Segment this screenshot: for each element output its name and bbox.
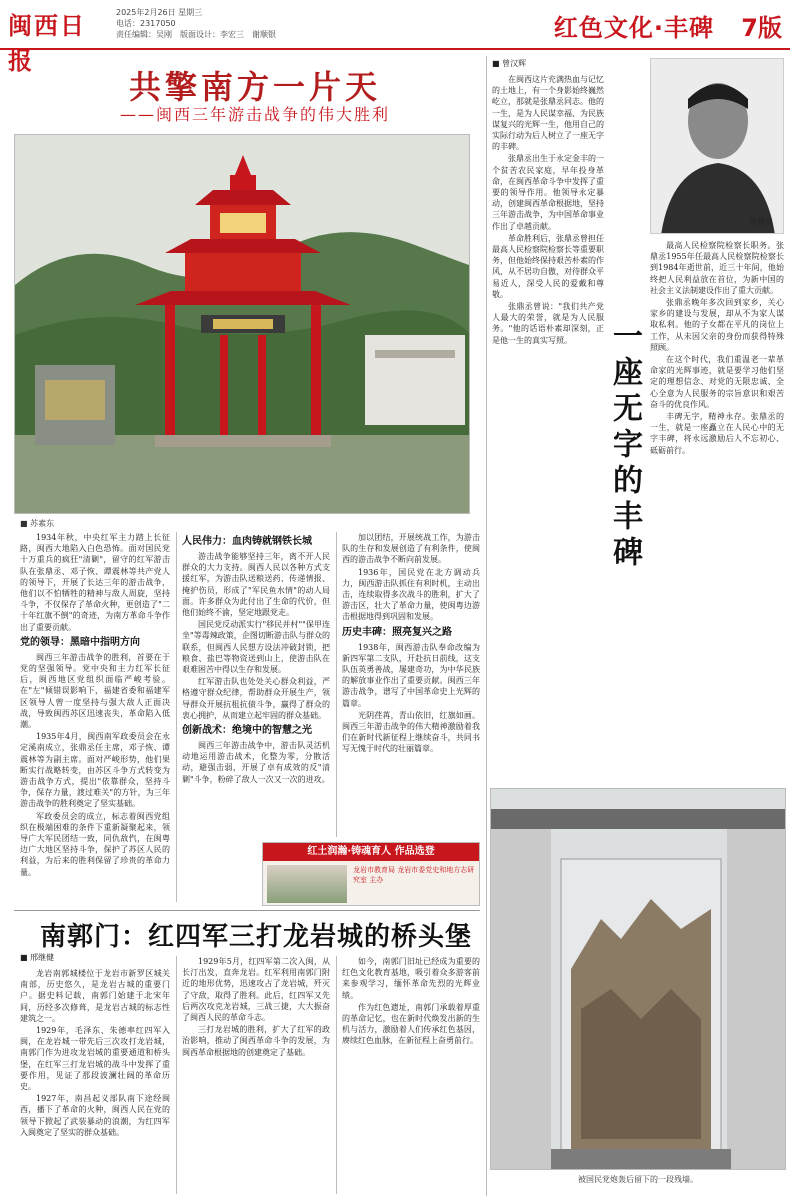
paragraph: 在这个时代，我们重温老一辈革命家的光辉事迹，就是要学习他们坚定的理想信念、对党的无限忠诚、全心全意为人民服务的宗旨意识和艰苦奋斗的优良作风。 <box>650 355 784 409</box>
section-heading: 历史丰碑：照亮复兴之路 <box>342 626 452 638</box>
portrait-caption: 张鼎丞 <box>749 217 773 226</box>
section-heading: 党的领导：黑暗中指明方向 <box>20 636 140 648</box>
paragraph: 1929年，毛泽东、朱德率红四军入闽，在龙岩城一带先后三次攻打龙岩城，南郭门作为进攻龙岩城的重要通道和桥头堡，在红军三打龙岩城的战斗中发挥了重要作用，见证了那段波澜壮阔的革命历史。 <box>20 1026 170 1092</box>
promo-image <box>267 865 347 903</box>
article2-column-2 <box>182 956 330 1194</box>
main-column-1 <box>20 532 170 902</box>
paragraph: 军政委员会的成立，标志着闽西党组织在极端困难的条件下重新凝聚起来，领导广大军民团结一致，同仇敌忾，在闽粤边广大地区坚持斗争，保护了苏区人民的利益，为后来的胜利保留了珍贵的革命力量。 <box>20 811 170 877</box>
article3-byline <box>492 58 602 72</box>
pavilion-photo <box>14 134 470 514</box>
article2-byline-text: ■ 邢继健 <box>20 953 55 962</box>
ruined-wall-illustration <box>491 789 786 1170</box>
paragraph: 加以团结，开展统战工作，为游击队的生存和发展创造了有利条件，使闽西的游击战争不断向前发展。 <box>342 533 480 565</box>
promo-banner: 红土润瀚·铸魂育人 作品选登 <box>263 843 479 861</box>
masthead-meta <box>116 7 276 40</box>
main-subheadline: ——闽西三年游击战争的伟大胜利 <box>119 105 390 124</box>
issue-date: 2025年2月26日 星期三 <box>116 8 203 17</box>
section-heading: 人民伟力：血肉铸就钢铁长城 <box>182 536 312 547</box>
ruined-wall-photo <box>490 788 786 1170</box>
photo-byline: ■ 苏素东 <box>20 519 55 528</box>
article2-byline <box>20 952 110 966</box>
paragraph: 最高人民检察院检察长职务。张鼎丞1955年任最高人民检察院检察长到1984年逝世前，近三十年间，他始终把人民利益放在首位，为新中国的社会主义法制建设作出了重大贡献。 <box>650 241 784 295</box>
column-name: 红色文化·丰碑 <box>553 14 714 42</box>
paragraph: 作为红色遗址，南郭门承载着厚重的革命记忆，也在新时代焕发出新的生机与活力，激励着人们传承红色基因，赓续红色血脉，在新征程上奋勇前行。 <box>342 1002 480 1046</box>
paragraph: 光阴荏苒，青山依旧，红旗如画。闽西三年游击战争的伟大精神激励着我们在新时代新征程上继续奋斗，共同书写无愧于时代的壮丽篇章。 <box>342 710 480 754</box>
paragraph: 如今，南郭门旧址已经成为重要的红色文化教育基地，吸引着众多游客前来参观学习，缅怀革命先烈的光辉业绩。 <box>342 957 480 1000</box>
pavilion-illustration <box>15 135 470 514</box>
article3-title: 一座无字的丰碑 <box>607 320 642 572</box>
paragraph: 1938年，闽西游击队奉命改编为新四军第二支队，开赴抗日前线，这支队伍英勇善战，屡建奇功，为中华民族的解放事业作出了重要贡献。闽西三年游击战争，谱写了中国革命史上光辉的篇章。 <box>342 642 480 708</box>
paragraph: 在闽西这片充满热血与记忆的土地上，有一个身影始终巍然屹立，那就是张鼎丞同志。他的一生，是为人民谋幸福、为民族谋复兴的光辉一生，他用自己的实际行动为后人树立了一座无字的丰碑。 <box>492 75 604 152</box>
section-heading: 创新战术：绝境中的智慧之光 <box>182 725 312 737</box>
paragraph: 国民党反动派实行"移民并村""保甲连坐"等毒辣政策，企图切断游击队与群众的联系，但闽西人民想方设法冲破封锁，把粮食、盐巴等物资送到山上，使游击队在艰难困苦中得以生存和发展。 <box>182 620 330 675</box>
article2-column-3 <box>342 956 480 1194</box>
ruined-wall-caption: 被国民党炮轰后留下的一段残墙。 <box>578 1175 698 1184</box>
paragraph: 三打龙岩城的胜利，扩大了红军的政治影响，推动了闽西革命斗争的发展，为闽西革命根据地的创建奠定了基础。 <box>182 1025 330 1057</box>
paragraph: 龙岩南郭城楼位于龙岩市新罗区城关南部，历史悠久，是龙岩古城的重要门户。据史料记载，南郭门始建于北宋年间，历经多次修葺，是龙岩古城的标志性建筑之一。 <box>20 969 170 1023</box>
paragraph: 闽西三年游击战争的胜利，首要在于党的坚强领导。党中央和主力红军长征后，闽西地区党组织面临严峻考验。在"左"倾错误影响下，福建省委和福建军区领导人曾一度坚持与强大敌人正面决战，导致闽西苏区迅速丧失，革命陷入低潮。 <box>20 652 170 730</box>
phone-number: 电话：2317050 <box>116 19 176 28</box>
promo-text: 龙岩市教育局 龙岩市委党史和地方志研究室 主办 <box>353 866 475 884</box>
section-divider <box>14 910 480 911</box>
main-headline: 共擎南方一片天 <box>128 68 381 106</box>
paragraph: 张鼎丞曾说："我们共产党人最大的荣誉，就是为人民服务。"他的话语朴素却深刻，正是他一生的真实写照。 <box>492 302 604 345</box>
article3-column-1 <box>492 74 604 780</box>
newspaper-logo: 闽西日报 <box>8 12 86 75</box>
article3-column-2 <box>650 240 784 780</box>
page-number: 7版 <box>741 14 782 42</box>
article3-byline-text: ■ 曾汉辉 <box>492 59 527 68</box>
editor-credits: 责任编辑：吴刚 版面设计：李宏三 谢顺银 <box>116 30 276 39</box>
paragraph: 张鼎丞出生于永定金丰的一个贫苦农民家庭，早年投身革命，在闽西革命斗争中发挥了重要的领导作用。他领导永定暴动，创建闽西革命根据地，坚持三年游击战争，为中国革命事业作出了卓越贡献。 <box>492 154 604 231</box>
paragraph: 丰碑无字，精神永存。张鼎丞的一生，就是一座矗立在人民心中的无字丰碑，将永远激励后人不忘初心、砥砺前行。 <box>650 412 784 455</box>
paragraph: 1935年4月，闽西南军政委员会在永定溪南成立，张鼎丞任主席，邓子恢、谭震林等为副主席。面对严峻形势，他们果断实行战略转变，由苏区斗争方式转变为游击战争方式，提出"依靠群众，坚持斗争，保存力量，渡过难关"的方针，为三年游击战争的胜利奠定了坚实基础。 <box>20 732 170 809</box>
paragraph: 1927年，南昌起义部队南下途经闽西，播下了革命的火种，闽西人民在党的领导下掀起了武装暴动的浪潮，为红四军入闽奠定了坚实的群众基础。 <box>20 1094 170 1137</box>
promo-ad <box>262 842 480 906</box>
paragraph: 1929年5月，红四军第二次入闽，从长汀出发，直奔龙岩。红军利用南郭门附近的地形优势，迅速攻占了龙岩城，歼灭了守敌，取得了胜利。此后，红四军又先后两次攻克龙岩城，三战三捷，大大振奋了闽西人民的革命斗志。 <box>182 957 330 1023</box>
portrait-photo <box>650 58 784 234</box>
portrait-illustration <box>651 59 784 234</box>
paragraph: 游击战争能够坚持三年，离不开人民群众的大力支持。闽西人民以各种方式支援红军，为游击队送粮送药、传递情报、掩护伤员，形成了"军民鱼水情"的动人局面。许多群众为此付出了生命的代价，但他们始终不渝，坚定地跟党走。 <box>182 552 330 618</box>
paragraph: 1936年，国民党在北方调动兵力，闽西游击队抓住有利时机，主动出击，连续取得多次战斗的胜利，扩大了游击区，壮大了革命力量，使闽粤边游击根据地得到巩固和发展。 <box>342 567 480 622</box>
paragraph: 红军游击队也处处关心群众利益，严格遵守群众纪律，帮助群众开展生产，领导群众开展抗租抗债斗争，赢得了群众的衷心拥护，从而建立起牢固的群众基础。 <box>182 677 330 720</box>
paragraph: 革命胜利后，张鼎丞曾担任最高人民检察院检察长等重要职务，但他始终保持艰苦朴素的作风，从不居功自傲，对待群众平易近人，深受人民的爱戴和尊敬。 <box>492 233 604 299</box>
paragraph: 1934年秋，中央红军主力踏上长征路，闽西大地陷入白色恐怖。面对国民党十万重兵的疯狂"清剿"，留守的红军游击队在张鼎丞、邓子恢、谭震林等共产党人的领导下，开展了长达三年的游击战争，他们以不怕牺牲的精神与敌人周旋，坚持斗争，不仅保存了革命火种，更创造了"二十年红旗不倒"的奇迹，为南方革命斗争作出了重要贡献。 <box>20 533 170 632</box>
article2-headline: 南郭门：红四军三打龙岩城的桥头堡 <box>40 922 473 952</box>
main-column-3 <box>342 532 480 837</box>
article2-column-1 <box>20 968 170 1194</box>
paragraph: 张鼎丞晚年多次回到家乡，关心家乡的建设与发展，却从不为家人谋取私利。他的子女都在平凡的岗位上工作，从未因父亲的身份而获得特殊照顾。 <box>650 298 784 352</box>
paragraph: 闽西三年游击战争中，游击队灵活机动地运用游击战术，化整为零，分散活动，避强击弱，开展了卓有成效的反"清剿"斗争，粉碎了敌人一次又一次的进攻。 <box>182 741 330 784</box>
